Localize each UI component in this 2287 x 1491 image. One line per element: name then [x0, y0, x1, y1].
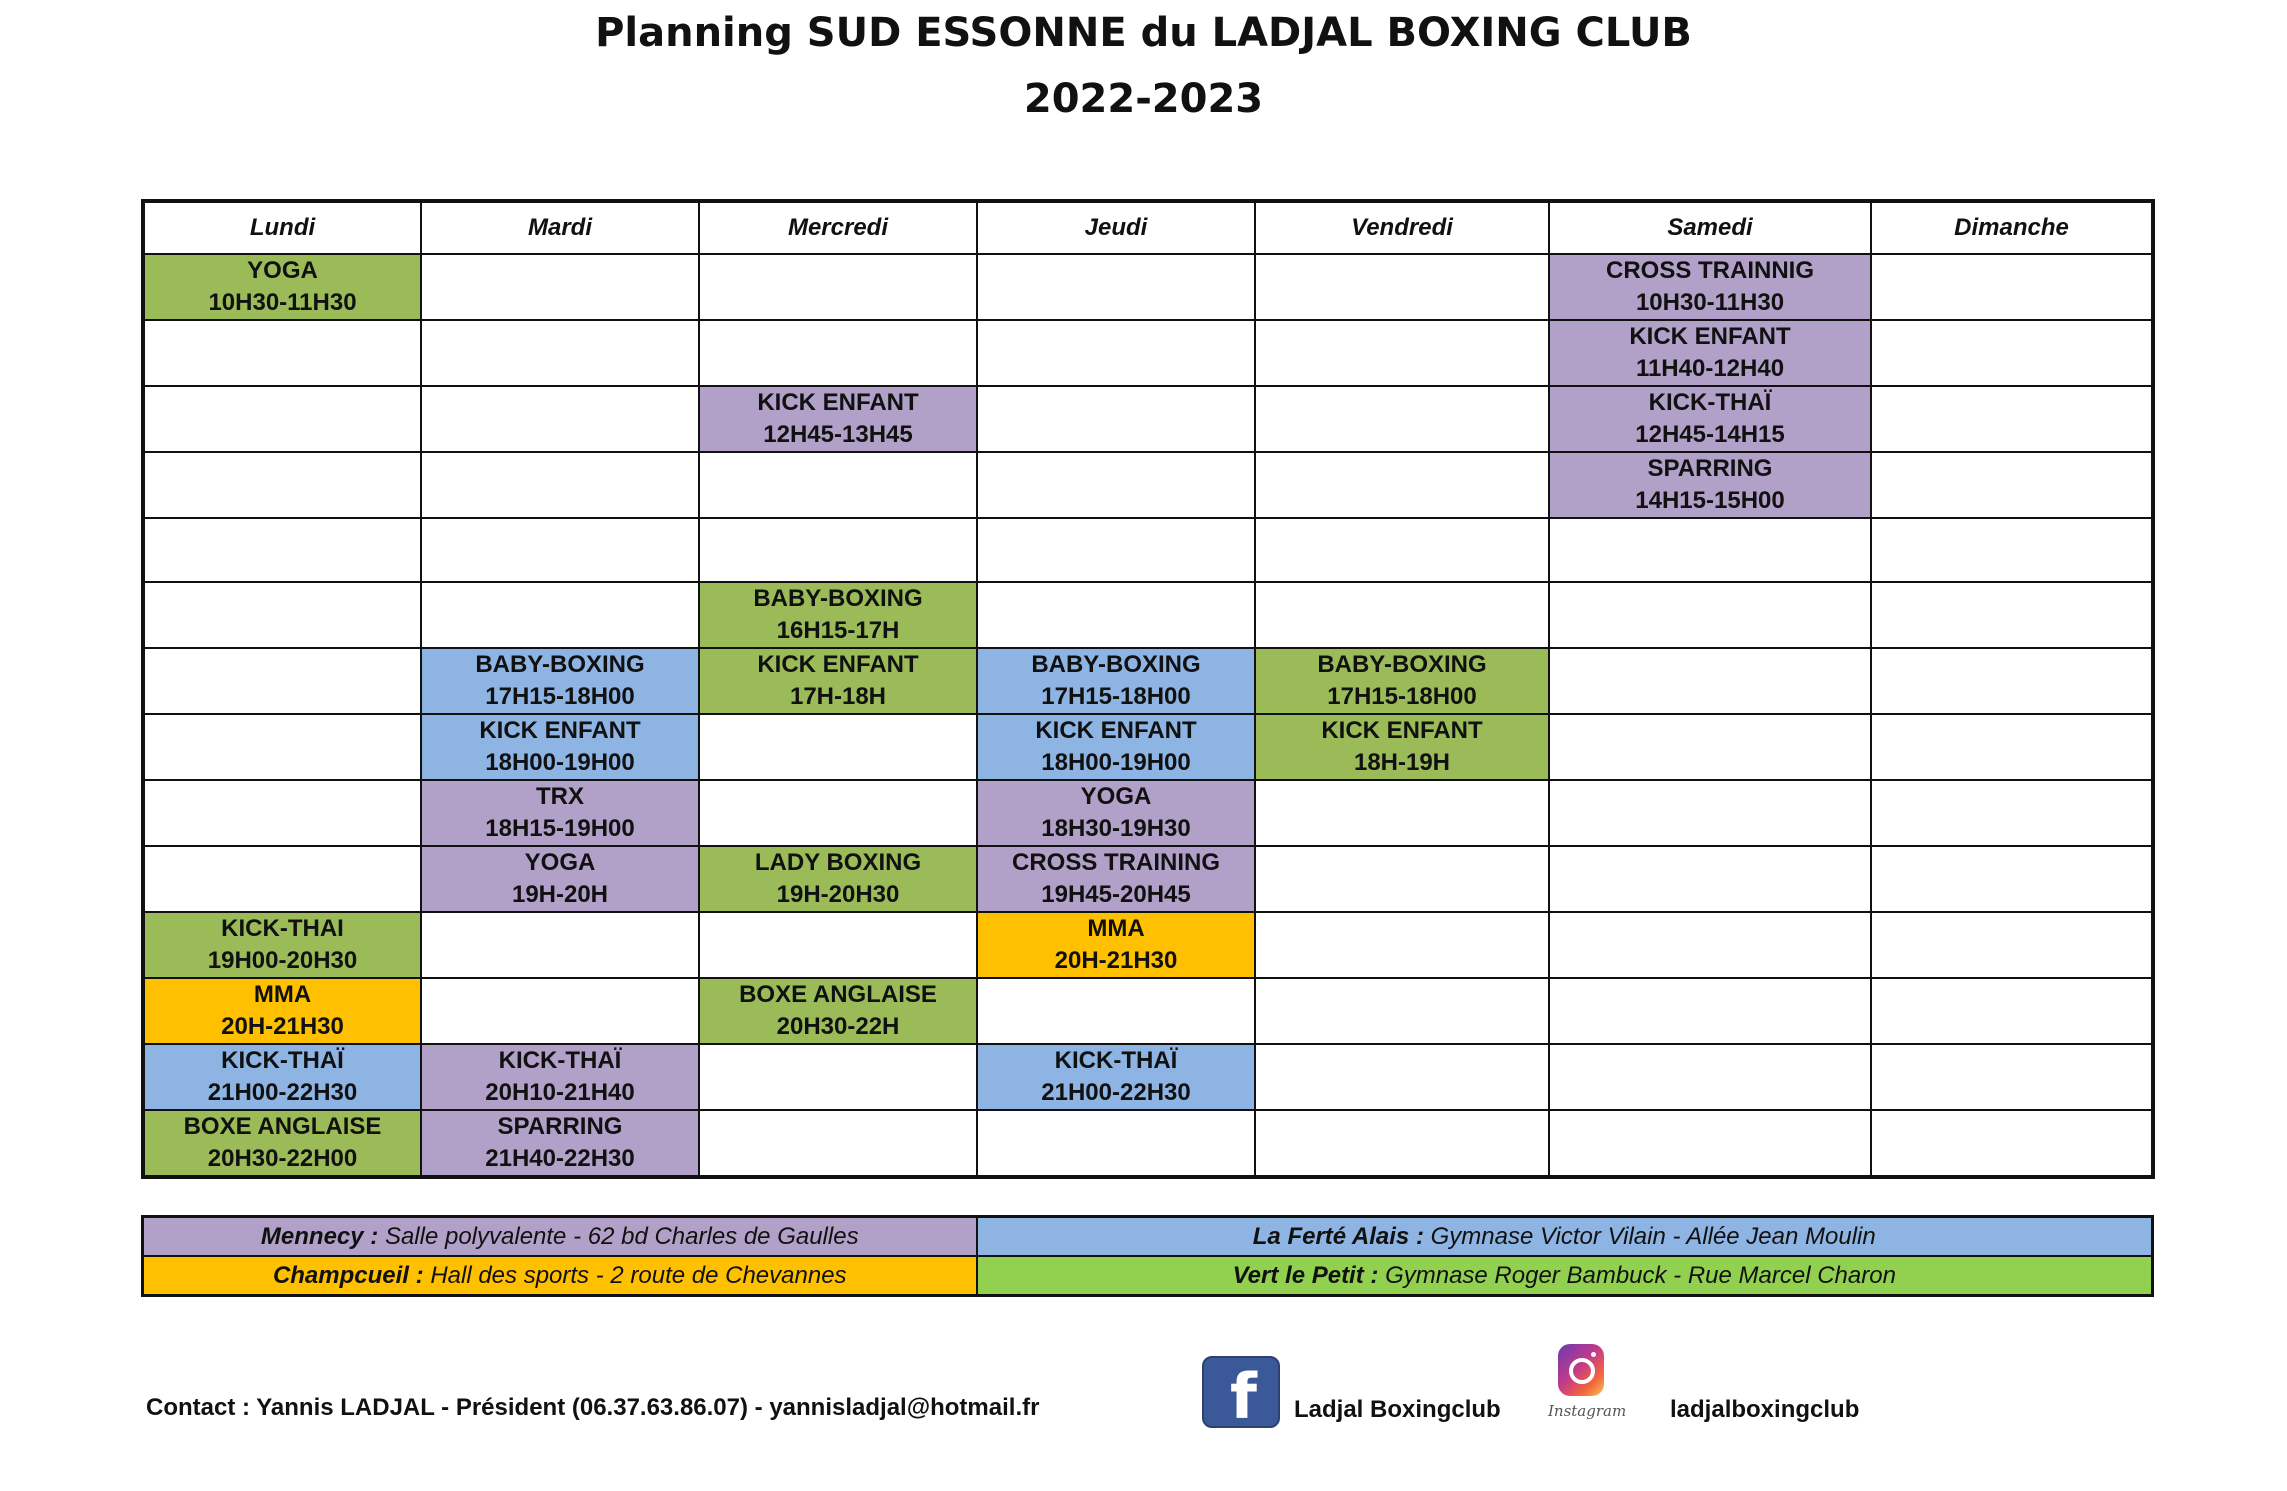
class-slot-jeudi [977, 846, 1255, 912]
legend-address: Hall des sports - 2 route de Chevannes [430, 1261, 847, 1289]
empty-slot [143, 452, 421, 518]
empty-slot [1871, 714, 2153, 780]
empty-slot [421, 978, 699, 1044]
empty-slot [977, 1110, 1255, 1177]
legend-city: Mennecy : [260, 1222, 379, 1250]
schedule-row [143, 320, 2153, 386]
empty-slot [1255, 452, 1549, 518]
class-name: BABY-BOXING [475, 651, 645, 678]
class-time: 18H00-19H00 [1041, 749, 1191, 776]
class-time: 19H00-20H30 [207, 947, 358, 974]
class-name: MMA [253, 981, 312, 1008]
empty-slot [1549, 780, 1871, 846]
class-time: 18H30-19H30 [1041, 815, 1191, 842]
class-name: YOGA [247, 257, 318, 284]
day-header-dimanche: Dimanche [1871, 201, 2153, 254]
empty-slot [143, 648, 421, 714]
empty-slot [699, 714, 977, 780]
empty-slot [699, 320, 977, 386]
empty-slot [1549, 582, 1871, 648]
empty-slot [977, 978, 1255, 1044]
class-time: 14H15-15H00 [1635, 487, 1785, 514]
schedule-row [143, 780, 2153, 846]
empty-slot [143, 518, 421, 582]
schedule-row [143, 714, 2153, 780]
class-name: BOXE ANGLAISE [739, 981, 937, 1008]
schedule-row [143, 254, 2153, 320]
class-slot-samedi [1549, 254, 1871, 320]
day-header-mercredi: Mercredi [699, 201, 977, 254]
schedule-row [143, 386, 2153, 452]
empty-slot [1255, 780, 1549, 846]
class-time: 20H30-22H00 [207, 1145, 358, 1172]
class-name: TRX [536, 783, 584, 810]
class-name: KICK-THAI [221, 915, 344, 942]
empty-slot [699, 1110, 977, 1177]
location-legend [141, 1215, 2154, 1297]
class-slot-mercredi [699, 648, 977, 714]
class-slot-mercredi [699, 582, 977, 648]
legend-address: Gymnase Victor Vilain - Allée Jean Moulin [1430, 1222, 1876, 1250]
empty-slot [421, 582, 699, 648]
empty-slot [421, 912, 699, 978]
empty-slot [1871, 320, 2153, 386]
class-slot-jeudi [977, 648, 1255, 714]
empty-slot [421, 452, 699, 518]
class-time: 19H45-20H45 [1041, 881, 1191, 908]
class-time: 20H30-22H [776, 1013, 900, 1040]
class-name: KICK ENFANT [479, 717, 641, 744]
class-time: 17H15-18H00 [1041, 683, 1191, 710]
class-name: SPARRING [1647, 455, 1773, 482]
class-slot-mardi [421, 846, 699, 912]
empty-slot [977, 320, 1255, 386]
schedule-row [143, 582, 2153, 648]
class-time: 17H-18H [789, 683, 887, 710]
class-name: KICK ENFANT [1629, 323, 1791, 350]
facebook-icon[interactable]: f [1202, 1356, 1280, 1428]
class-time: 18H00-19H00 [485, 749, 635, 776]
page-title: Planning SUD ESSONNE du LADJAL BOXING CLUB [595, 10, 1692, 56]
facebook-label[interactable]: Ladjal Boxingclub [1294, 1396, 1501, 1423]
class-time: 21H00-22H30 [1041, 1079, 1191, 1106]
empty-slot [1871, 582, 2153, 648]
day-header-mardi: Mardi [421, 201, 699, 254]
class-time: 16H15-17H [776, 617, 900, 644]
empty-slot [1549, 1044, 1871, 1110]
legend-vert-le-petit [977, 1256, 2153, 1296]
empty-slot [977, 386, 1255, 452]
empty-slot [143, 320, 421, 386]
class-time: 18H15-19H00 [485, 815, 635, 842]
empty-slot [1549, 518, 1871, 582]
empty-slot [1549, 846, 1871, 912]
class-slot-samedi [1549, 320, 1871, 386]
empty-slot [1871, 780, 2153, 846]
class-slot-samedi [1549, 386, 1871, 452]
empty-slot [977, 254, 1255, 320]
schedule-row [143, 912, 2153, 978]
instagram-label[interactable]: ladjalboxingclub [1670, 1396, 1860, 1423]
day-header-jeudi: Jeudi [977, 201, 1255, 254]
empty-slot [1255, 846, 1549, 912]
season-title: 2022-2023 [1023, 76, 1264, 122]
class-name: BABY-BOXING [753, 585, 923, 612]
class-time: 20H-21H30 [221, 1013, 344, 1040]
schedule-row [143, 648, 2153, 714]
empty-slot [1871, 452, 2153, 518]
class-time: 10H30-11H30 [208, 289, 357, 316]
empty-slot [977, 582, 1255, 648]
class-slot-lundi [143, 1044, 421, 1110]
class-slot-mercredi [699, 846, 977, 912]
empty-slot [699, 254, 977, 320]
empty-slot [1871, 1044, 2153, 1110]
legend-city: Champcueil : [272, 1261, 424, 1289]
class-time: 19H-20H30 [776, 881, 900, 908]
class-slot-vendredi [1255, 714, 1549, 780]
empty-slot [421, 386, 699, 452]
class-name: KICK ENFANT [757, 389, 919, 416]
class-name: CROSS TRAINING [1011, 849, 1220, 876]
empty-slot [143, 714, 421, 780]
empty-slot [1871, 846, 2153, 912]
class-time: 20H10-21H40 [485, 1079, 635, 1106]
class-slot-lundi [143, 912, 421, 978]
class-time: 19H-20H [511, 881, 609, 908]
empty-slot [1871, 648, 2153, 714]
class-slot-lundi [143, 1110, 421, 1177]
class-time: 18H-19H [1353, 749, 1451, 776]
empty-slot [1255, 254, 1549, 320]
empty-slot [1871, 1110, 2153, 1177]
class-name: SPARRING [497, 1113, 623, 1140]
empty-slot [143, 582, 421, 648]
legend-la-ferte-alais [977, 1217, 2153, 1257]
empty-slot [1871, 386, 2153, 452]
day-header-lundi: Lundi [143, 201, 421, 254]
empty-slot [1871, 254, 2153, 320]
legend-champcueil [143, 1256, 977, 1296]
empty-slot [143, 780, 421, 846]
empty-slot [1255, 386, 1549, 452]
empty-slot [977, 518, 1255, 582]
empty-slot [699, 1044, 977, 1110]
instagram-icon[interactable] [1558, 1344, 1604, 1396]
empty-slot [143, 386, 421, 452]
empty-slot [1255, 978, 1549, 1044]
class-name: KICK ENFANT [1321, 717, 1483, 744]
schedule-row [143, 452, 2153, 518]
class-slot-jeudi [977, 780, 1255, 846]
empty-slot [1549, 912, 1871, 978]
class-name: KICK ENFANT [757, 651, 919, 678]
class-slot-mardi [421, 1110, 699, 1177]
day-header-row [143, 201, 2153, 254]
schedule-row [143, 1110, 2153, 1177]
class-time: 11H40-12H40 [1635, 355, 1785, 382]
contact-info: Contact : Yannis LADJAL - Président (06.37.63.86.07) - yannisladjal@hotmail.fr [146, 1394, 1040, 1421]
empty-slot [1549, 1110, 1871, 1177]
empty-slot [1255, 518, 1549, 582]
empty-slot [1871, 912, 2153, 978]
schedule-row [143, 518, 2153, 582]
class-name: BABY-BOXING [1317, 651, 1487, 678]
class-name: CROSS TRAINNIG [1605, 257, 1814, 284]
schedule-row [143, 1044, 2153, 1110]
empty-slot [143, 846, 421, 912]
empty-slot [699, 518, 977, 582]
legend-mennecy [143, 1217, 977, 1257]
empty-slot [1549, 714, 1871, 780]
class-slot-mardi [421, 648, 699, 714]
empty-slot [1255, 320, 1549, 386]
schedule-body [143, 254, 2153, 1177]
class-slot-jeudi [977, 1044, 1255, 1110]
class-name: BOXE ANGLAISE [183, 1113, 382, 1140]
class-slot-mardi [421, 714, 699, 780]
class-slot-mardi [421, 780, 699, 846]
class-name: KICK-THAÏ [1648, 389, 1772, 416]
legend-city: Vert le Petit : [1232, 1261, 1379, 1289]
empty-slot [699, 780, 977, 846]
empty-slot [421, 320, 699, 386]
empty-slot [1255, 582, 1549, 648]
empty-slot [1255, 1044, 1549, 1110]
legend-row [143, 1217, 2153, 1257]
class-name: LADY BOXING [754, 849, 922, 876]
empty-slot [1255, 912, 1549, 978]
legend-address: Salle polyvalente - 62 bd Charles de Gaulles [384, 1222, 859, 1250]
class-slot-mardi [421, 1044, 699, 1110]
class-name: KICK-THAÏ [498, 1047, 622, 1074]
instagram-icon-text: Instagram [1548, 1402, 1627, 1420]
class-slot-vendredi [1255, 648, 1549, 714]
class-time: 17H15-18H00 [1327, 683, 1477, 710]
legend-address: Gymnase Roger Bambuck - Rue Marcel Charon [1385, 1261, 1896, 1289]
day-header-vendredi: Vendredi [1255, 201, 1549, 254]
empty-slot [1549, 648, 1871, 714]
class-time: 10H30-11H30 [1635, 289, 1785, 316]
class-name: KICK-THAÏ [1054, 1047, 1178, 1074]
class-name: BABY-BOXING [1031, 651, 1201, 678]
legend-row [143, 1256, 2153, 1296]
empty-slot [1255, 1110, 1549, 1177]
class-slot-jeudi [977, 912, 1255, 978]
class-slot-lundi [143, 254, 421, 320]
legend-city: La Ferté Alais : [1252, 1222, 1424, 1250]
class-time: 12H45-14H15 [1635, 421, 1785, 448]
class-name: YOGA [1080, 783, 1152, 810]
class-name: KICK ENFANT [1035, 717, 1197, 744]
empty-slot [421, 254, 699, 320]
empty-slot [421, 518, 699, 582]
class-name: KICK-THAÏ [221, 1047, 344, 1074]
class-name: YOGA [524, 849, 596, 876]
class-slot-jeudi [977, 714, 1255, 780]
empty-slot [699, 912, 977, 978]
class-slot-mercredi [699, 978, 977, 1044]
class-name: MMA [1087, 915, 1145, 942]
empty-slot [977, 452, 1255, 518]
class-time: 20H-21H30 [1054, 947, 1178, 974]
schedule-row [143, 978, 2153, 1044]
class-slot-mercredi [699, 386, 977, 452]
empty-slot [699, 452, 977, 518]
empty-slot [1871, 978, 2153, 1044]
empty-slot [1549, 978, 1871, 1044]
empty-slot [1871, 518, 2153, 582]
class-slot-lundi [143, 978, 421, 1044]
schedule-table [141, 199, 2155, 1179]
schedule-row [143, 846, 2153, 912]
day-header-samedi: Samedi [1549, 201, 1871, 254]
class-time: 21H00-22H30 [207, 1079, 358, 1106]
class-slot-samedi [1549, 452, 1871, 518]
class-time: 21H40-22H30 [485, 1145, 635, 1172]
class-time: 12H45-13H45 [763, 421, 913, 448]
class-time: 17H15-18H00 [485, 683, 635, 710]
